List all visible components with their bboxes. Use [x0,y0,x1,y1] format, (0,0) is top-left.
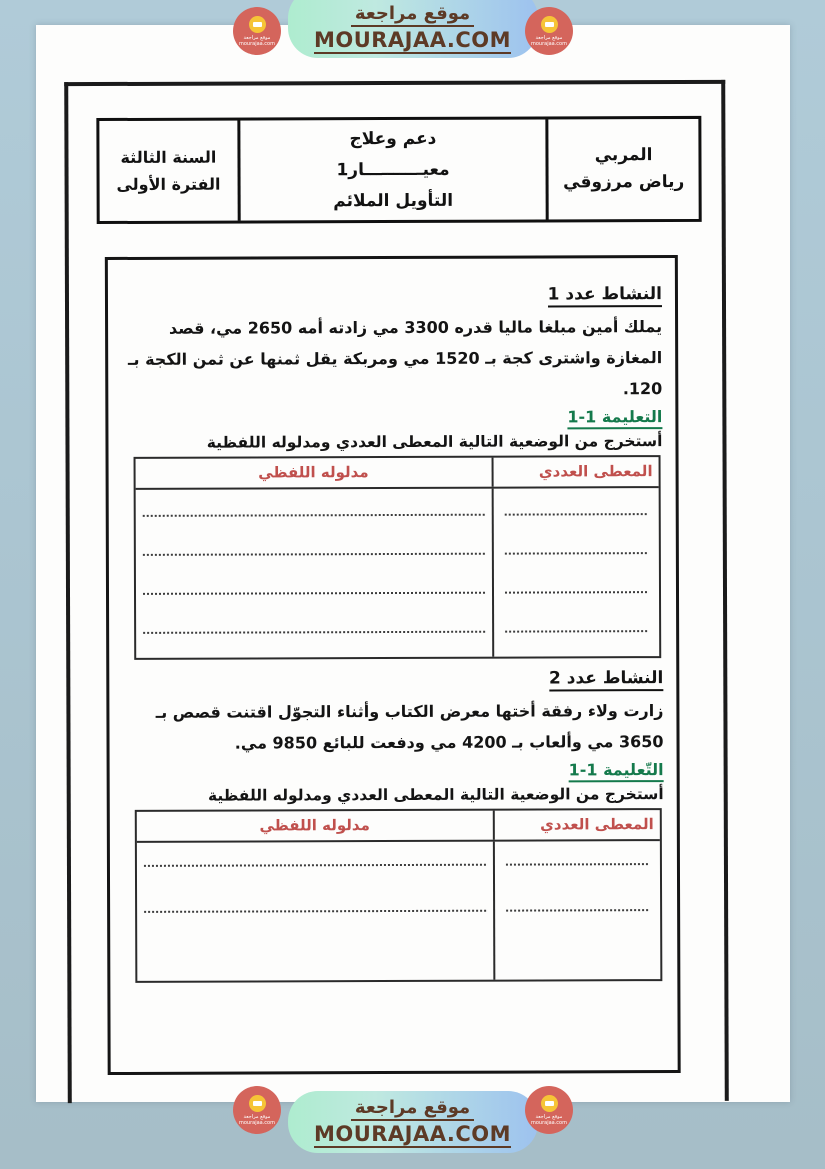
document-header-table [96,116,701,224]
logo-book-icon [541,1095,558,1112]
document-outer-frame [64,80,729,1103]
answer-dotted-line [143,630,484,633]
answer-dotted-line [144,864,485,867]
site-domain-link[interactable]: MOURAJAA.COM [313,1121,512,1146]
site-domain-link[interactable]: MOURAJAA.COM [313,27,512,52]
teacher-label: المربي [594,145,653,166]
bottom-site-banner [0,1084,825,1169]
top-site-banner [0,0,825,70]
answer-dotted-line [506,863,648,865]
year-label: السنة الثالثة [120,147,217,167]
numeric-answer-cell [491,488,659,657]
header-cell-subject [237,119,549,220]
site-banner-pill [288,1091,538,1153]
logo-text-arabic: موقع مراجعة [535,1113,563,1120]
activity-2-instruction-title: التّعليمة 1-1 [569,760,664,782]
verbal-meaning-column-header: مدلوله اللفظي [258,463,369,482]
activity-1-text: يملك أمين مبلغا ماليا قدره 3300 مي زادته أمه 2650 مي، قصد المغازة واشترى كجة بـ 1520 مي ومربكة يقل ثمنها عن ثمن الكجة بـ 120. [127,317,663,399]
answer-dotted-line [144,910,485,913]
answer-dotted-line [505,630,647,632]
activity-2-instruction-text: أستخرج من الوضعية التالية المعطى العددي ومدلوله اللفظية [207,785,664,805]
answer-dotted-line [143,513,484,516]
numeric-answer-cell [493,841,661,980]
site-logo-icon [525,7,573,55]
site-name-arabic-link[interactable]: موقع مراجعة [351,3,474,27]
header-cell-grade [99,121,237,221]
activity-1-section [121,258,663,660]
answer-dotted-line [505,552,647,554]
logo-text-arabic: موقع مراجعة [535,34,563,41]
activity-2-answer-table [135,808,663,983]
standard-title: معيــــــــــار1 [336,159,450,180]
support-title: دعم وعلاج [349,128,437,149]
activity-1-instruction-title: التعليمة 1-1 [567,407,662,429]
activity-2-text: زارت ولاء رفقة أختها معرض الكتاب وأثناء التجوّل اقتنت قصص بـ 3650 مي وألعاب بـ 4200 مي ودفعت للبائع 9850 مي. [155,701,664,753]
answer-dotted-line [143,591,484,594]
answer-table-header [136,457,659,490]
logo-text-arabic: موقع مراجعة [243,34,271,41]
answer-table-body [136,488,660,658]
numeric-data-column-header: المعطى العددي [491,457,658,487]
activities-content-box [105,255,681,1075]
logo-book-icon [541,16,558,33]
verbal-meaning-column-header: مدلوله اللفظي [259,816,370,835]
logo-book-icon [249,16,266,33]
answer-table-header [137,810,660,843]
activity-2-section [122,658,664,983]
site-logo-icon [233,1086,281,1134]
logo-text-arabic: موقع مراجعة [243,1113,271,1120]
site-banner-pill [288,0,538,58]
activity-2-title: النشاط عدد 2 [549,668,663,691]
teacher-name: رياض مرزوقي [563,171,685,193]
answer-dotted-line [506,909,648,911]
activity-1-title: النشاط عدد 1 [548,284,662,307]
verbal-answer-cell [137,842,493,981]
activity-1-answer-table [134,455,662,660]
topic-title: التأويل الملائم [333,190,454,211]
period-label: الفترة الأولى [116,174,221,194]
answer-table-body [137,841,660,981]
site-name-arabic-link[interactable]: موقع مراجعة [351,1097,474,1121]
numeric-data-column-header: المعطى العددي [492,810,659,840]
activity-1-instruction-text: أستخرج من الوضعية التالية المعطى العددي ومدلوله اللفظية [206,432,663,452]
logo-text-domain: mourajaa.com [530,40,567,47]
logo-text-domain: mourajaa.com [238,1119,275,1126]
site-logo-icon [233,7,281,55]
answer-dotted-line [505,591,647,593]
answer-dotted-line [505,513,647,515]
verbal-answer-cell [136,489,492,658]
site-logo-icon [525,1086,573,1134]
logo-text-domain: mourajaa.com [530,1119,567,1126]
logo-book-icon [249,1095,266,1112]
header-cell-teacher [549,119,699,220]
answer-dotted-line [143,552,484,555]
logo-text-domain: mourajaa.com [238,40,275,47]
scanned-document-page [36,25,790,1102]
